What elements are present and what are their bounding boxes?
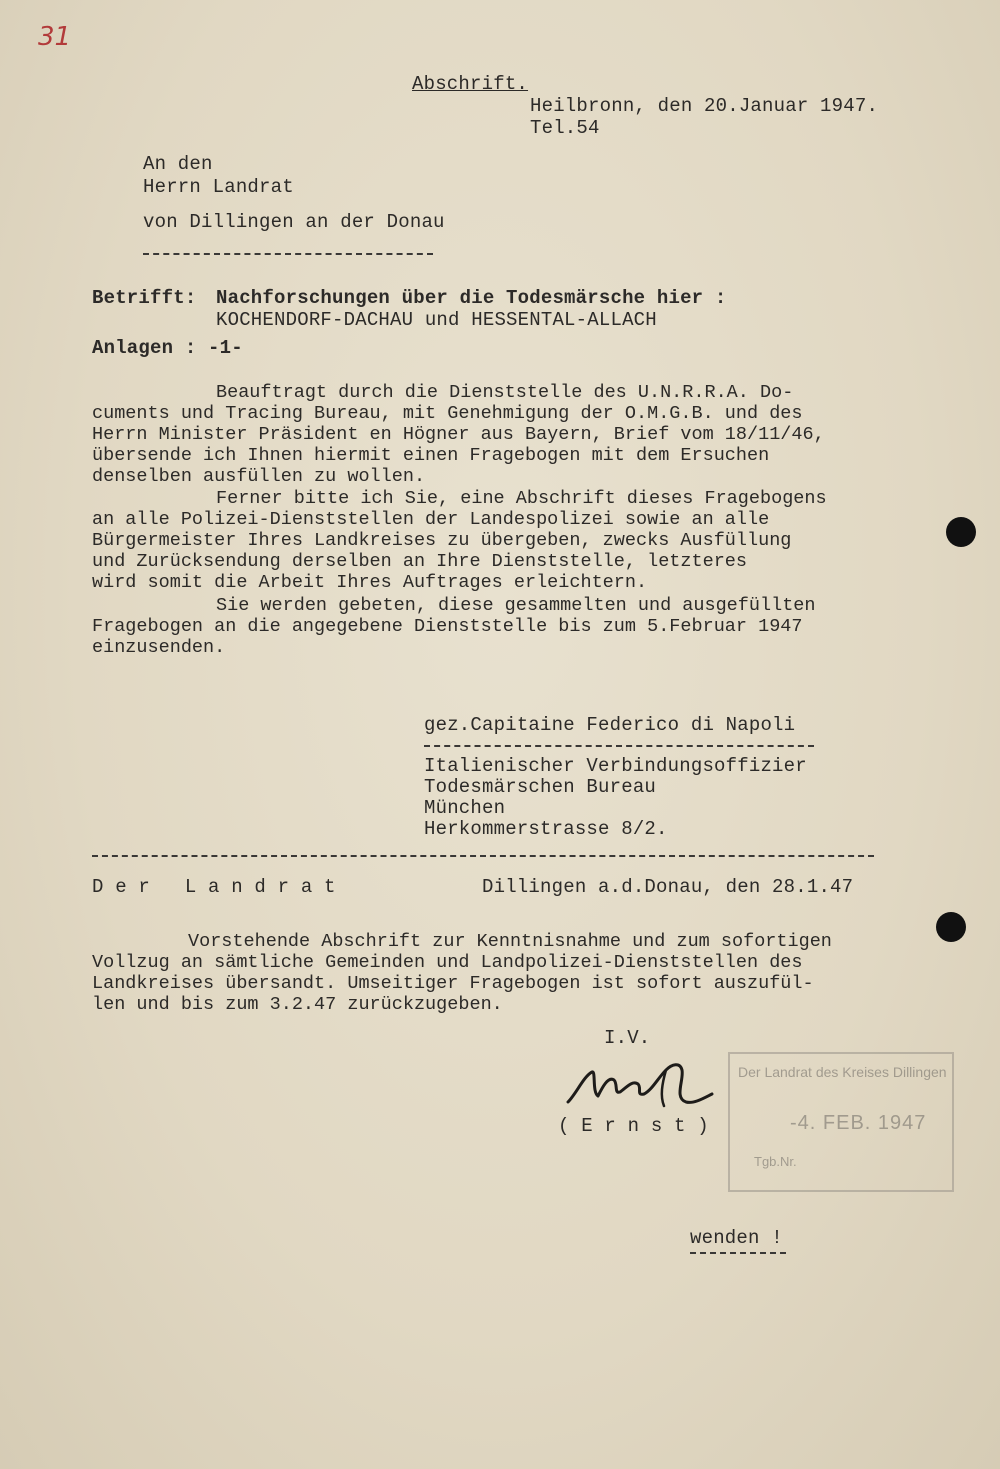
punch-hole <box>946 517 976 547</box>
forward-line: Vollzug an sämtliche Gemeinden und Landpolizei-Dienststellen des <box>92 952 803 973</box>
body-line: Sie werden gebeten, diese gesammelten und ausgefüllten <box>216 595 816 616</box>
signer-street: Herkommerstrasse 8/2. <box>424 818 668 840</box>
body-line: cuments und Tracing Bureau, mit Genehmigung der O.M.G.B. und des <box>92 403 803 424</box>
subject-line-1: Nachforschungen über die Todesmärsche hier : <box>216 287 727 309</box>
place-date: Heilbronn, den 20.Januar 1947. <box>530 95 879 117</box>
iv-label: I.V. <box>604 1027 651 1049</box>
body-line: Beauftragt durch die Dienststelle des U.N.R.R.A. Do- <box>216 382 794 403</box>
signer-title: Italienischer Verbindungsoffizier <box>424 755 807 777</box>
signer-office: Todesmärschen Bureau <box>424 776 657 798</box>
divider <box>690 1252 786 1254</box>
body-line: an alle Polizei-Dienststellen der Landespolizei sowie an alle <box>92 509 770 530</box>
copy-label: Abschrift. <box>412 73 529 95</box>
archive-number: 31 <box>38 22 72 52</box>
forward-line: Landkreises übersandt. Umseitiger Fragebogen ist sofort auszufül- <box>92 973 814 994</box>
attachments: Anlagen : -1- <box>92 337 243 359</box>
divider <box>143 253 433 255</box>
turn-over-note: wenden ! <box>690 1227 783 1249</box>
body-line: und Zurücksendung derselben an Ihre Dienststelle, letzteres <box>92 551 748 572</box>
body-line: einzusenden. <box>92 637 226 658</box>
body-line: übersende ich Ihnen hiermit einen Fragebogen mit dem Ersuchen <box>92 445 770 466</box>
section-divider <box>92 855 874 857</box>
subject-line-2: KOCHENDORF-DACHAU und HESSENTAL-ALLACH <box>216 309 657 331</box>
body-line: Ferner bitte ich Sie, eine Abschrift dieses Fragebogens <box>216 488 827 509</box>
body-line: denselben ausfüllen zu wollen. <box>92 466 426 487</box>
signed-by: gez.Capitaine Federico di Napoli <box>424 714 796 736</box>
body-line: Fragebogen an die angegebene Dienststelle bis zum 5.Februar 1947 <box>92 616 803 637</box>
forward-line: len und bis zum 3.2.47 zurückzugeben. <box>92 994 503 1015</box>
punch-hole <box>936 912 966 942</box>
recipient-line-1: An den <box>143 153 213 175</box>
body-line: wird somit die Arbeit Ihres Auftrages erleichtern. <box>92 572 648 593</box>
stamp-journal-number: Tgb.Nr. <box>754 1154 797 1169</box>
signatory-name: ( E r n s t ) <box>558 1115 709 1137</box>
recipient-line-2: Herrn Landrat <box>143 176 294 198</box>
body-line: Bürgermeister Ihres Landkreises zu übergeben, zwecks Ausfüllung <box>92 530 792 551</box>
second-place-date: Dillingen a.d.Donau, den 28.1.47 <box>482 876 854 898</box>
stamp-authority: Der Landrat des Kreises Dillingen <box>738 1064 947 1080</box>
stamp-date: -4. FEB. 1947 <box>790 1112 927 1134</box>
divider <box>424 745 814 747</box>
received-stamp <box>728 1052 954 1192</box>
signer-city: München <box>424 797 506 819</box>
recipient-line-3: von Dillingen an der Donau <box>143 211 445 233</box>
subject-label: Betrifft: <box>92 287 197 309</box>
body-line: Herrn Minister Präsident en Högner aus Bayern, Brief vom 18/11/46, <box>92 424 825 445</box>
sender-landrat: D e r L a n d r a t <box>92 876 336 898</box>
forward-line: Vorstehende Abschrift zur Kenntnisnahme und zum sofortigen <box>188 931 832 952</box>
phone: Tel.54 <box>530 117 600 139</box>
handwritten-signature <box>562 1058 722 1118</box>
